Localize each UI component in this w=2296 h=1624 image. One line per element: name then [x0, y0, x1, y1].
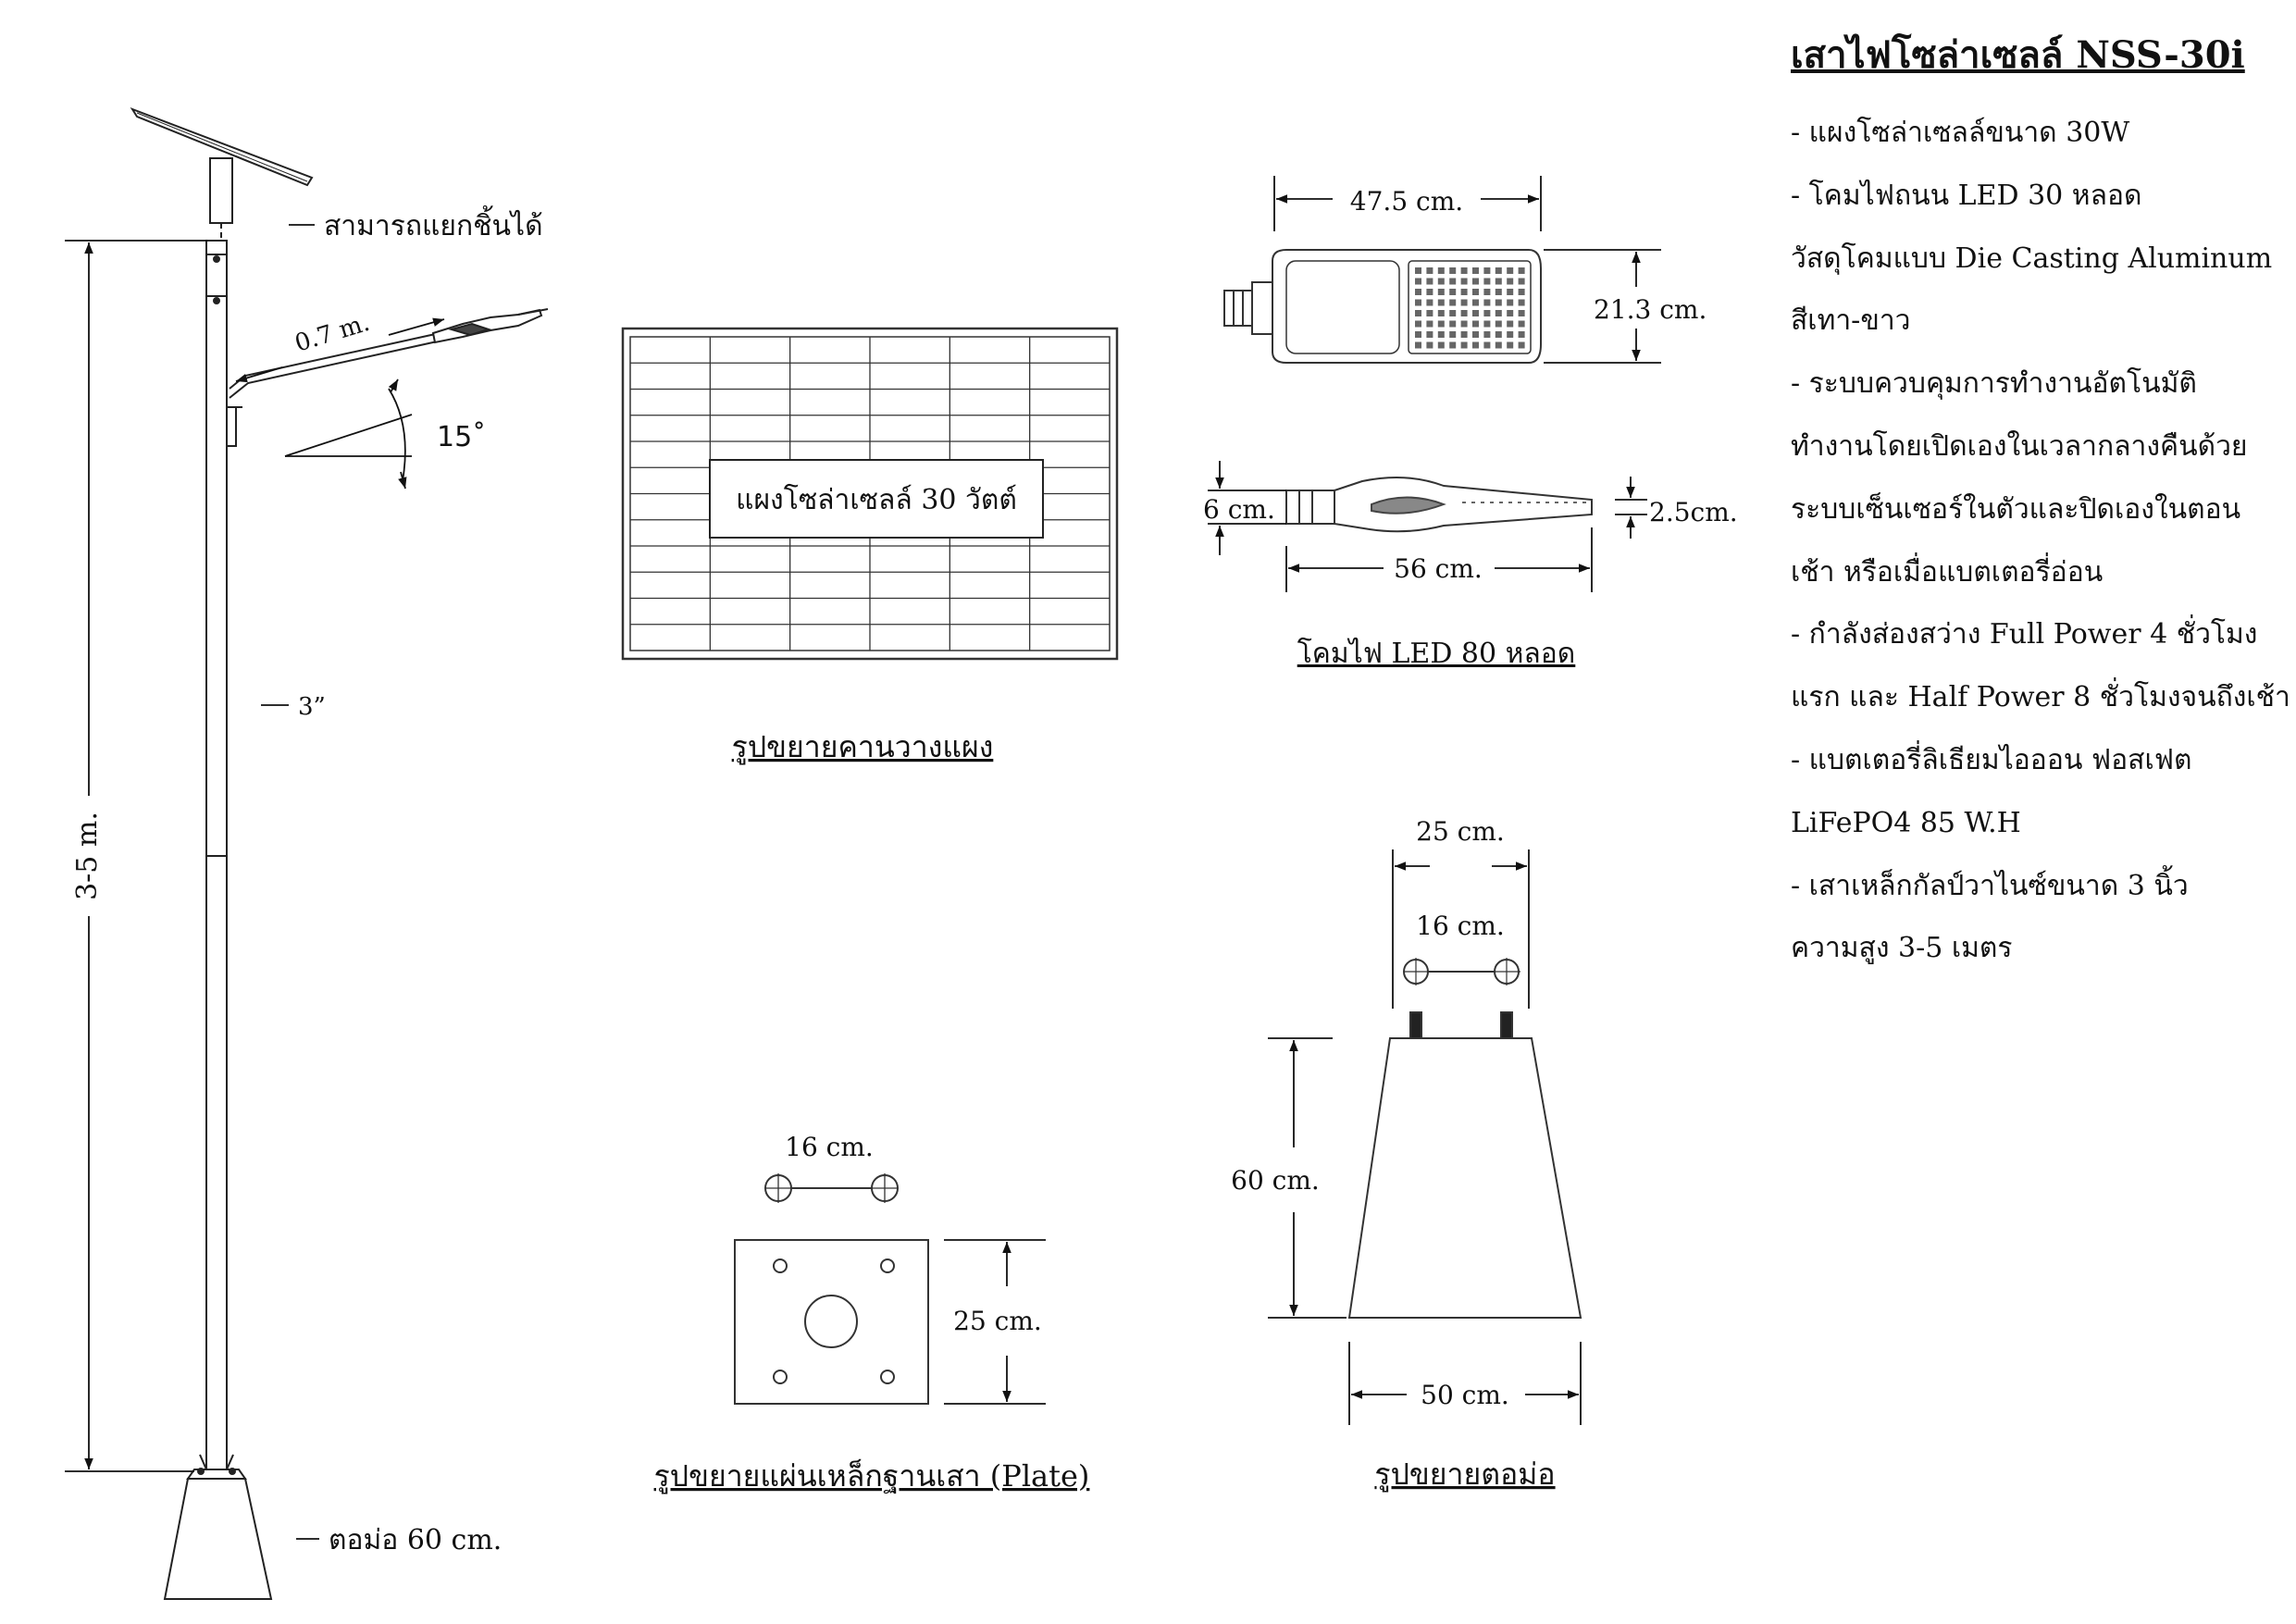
led-dot [1415, 331, 1421, 338]
spec-line: - โคมไฟถนน LED 30 หลอด [1791, 179, 2142, 212]
led-dot [1438, 300, 1445, 306]
led-dot [1507, 331, 1513, 338]
footing-bolt-spacing: 16 cm. [1416, 911, 1505, 941]
led-dot [1483, 342, 1490, 349]
led-dot [1415, 267, 1421, 274]
plate-bolt-spacing: 16 cm. [785, 1132, 874, 1162]
lamp-height-left: 6 cm. [1203, 494, 1275, 525]
led-dot [1426, 300, 1433, 306]
led-dot [1472, 267, 1479, 274]
base-plate-detail [735, 1173, 928, 1404]
led-dot [1426, 331, 1433, 338]
led-dot [1496, 331, 1502, 338]
detach-label: สามารถแยกชิ้นได้ [324, 210, 543, 242]
led-dot [1426, 289, 1433, 295]
led-dot [1415, 310, 1421, 316]
height-label: 3-5 m. [71, 812, 104, 900]
led-dot [1472, 300, 1479, 306]
led-dot [1461, 289, 1468, 295]
spec-line: LiFePO4 85 W.H [1791, 806, 2021, 839]
led-dot [1461, 342, 1468, 349]
led-dot [1519, 331, 1525, 338]
led-dot [1461, 300, 1468, 306]
led-dot [1519, 267, 1525, 274]
led-dot [1507, 321, 1513, 328]
arm-bracket [227, 407, 236, 446]
spec-line: ความสูง 3-5 เมตร [1791, 932, 2013, 965]
footing-body [1349, 1038, 1581, 1318]
led-dot [1507, 279, 1513, 285]
plate-square [735, 1240, 928, 1404]
led-dot [1415, 279, 1421, 285]
led-dot [1438, 310, 1445, 316]
led-dot [1415, 289, 1421, 295]
led-dot [1519, 289, 1525, 295]
led-dot [1415, 342, 1421, 349]
led-dot [1426, 267, 1433, 274]
led-dot [1449, 310, 1456, 316]
led-dot [1449, 342, 1456, 349]
footing-bottom-width: 50 cm. [1421, 1380, 1509, 1410]
spec-line: สีเทา-ขาว [1791, 304, 1911, 338]
led-dot [1496, 279, 1502, 285]
plate-size: 25 cm. [953, 1306, 1042, 1336]
pole-lamp-head [433, 310, 541, 342]
panel-mount [210, 158, 232, 223]
led-dot [1449, 279, 1456, 285]
led-dot [1438, 267, 1445, 274]
panel-caption: รูปขยายคานวางแผง [731, 729, 994, 764]
led-dot [1449, 321, 1456, 328]
led-dot [1483, 300, 1490, 306]
footing-caption: รูปขยายตอม่อ [1374, 1457, 1556, 1492]
lamp-length-side: 56 cm. [1394, 553, 1483, 584]
led-dot [1496, 289, 1502, 295]
led-dot [1461, 331, 1468, 338]
footing-top-width: 25 cm. [1416, 816, 1505, 847]
led-dot [1449, 289, 1456, 295]
pole-dimensions [65, 225, 444, 1539]
led-dot [1483, 321, 1490, 328]
led-dot [1472, 331, 1479, 338]
led-dot [1519, 321, 1525, 328]
footing-detail [1349, 958, 1581, 1318]
spec-line: เช้า หรือเมื่อแบตเตอรี่อ่อน [1791, 555, 2104, 589]
led-dot [1438, 321, 1445, 328]
led-dot [1461, 310, 1468, 316]
foundation-label: ตอม่อ 60 cm. [329, 1524, 503, 1556]
led-dot [1438, 279, 1445, 285]
plate-caption: รูปขยายแผ่นเหล็กฐานเสา (Plate) [653, 1458, 1090, 1494]
led-dot [1461, 279, 1468, 285]
led-dot [1461, 321, 1468, 328]
led-dot [1496, 300, 1502, 306]
pole-labels [71, 205, 543, 1556]
led-dot [1472, 321, 1479, 328]
led-dot [1472, 279, 1479, 285]
lamp-top-view [1224, 250, 1541, 363]
spec-line: - แผงโซล่าเซลล์ขนาด 30W [1791, 117, 2130, 149]
led-dot [1507, 267, 1513, 274]
lamp-side-view [1286, 477, 1592, 531]
led-dot [1507, 300, 1513, 306]
led-dot [1438, 331, 1445, 338]
led-dot [1496, 310, 1502, 316]
spec-line: - แบตเตอรี่ลิเธียมไอออน ฟอสเฟต [1791, 743, 2192, 776]
lamp-length-top: 47.5 cm. [1349, 186, 1464, 217]
led-dot [1426, 342, 1433, 349]
led-dot [1449, 331, 1456, 338]
led-dot [1472, 289, 1479, 295]
led-dot [1496, 342, 1502, 349]
led-dot [1449, 267, 1456, 274]
led-dot [1483, 279, 1490, 285]
spec-line: ระบบเซ็นเซอร์ในตัวและปิดเองในตอน [1791, 492, 2241, 526]
led-dot [1483, 289, 1490, 295]
led-dot [1507, 289, 1513, 295]
led-dot [1483, 331, 1490, 338]
led-dot [1438, 289, 1445, 295]
lamp-height-right: 2.5cm. [1649, 497, 1738, 527]
spec-line: - กำลังส่องสว่าง Full Power 4 ชั่วโมง [1791, 618, 2258, 651]
led-dot [1426, 310, 1433, 316]
led-dot [1519, 300, 1525, 306]
led-dot [1472, 310, 1479, 316]
diameter-label: 3” [298, 693, 326, 721]
spec-line: วัสดุโคมแบบ Die Casting Aluminum [1791, 242, 2273, 275]
led-dot [1507, 310, 1513, 316]
base-flange [188, 1469, 245, 1479]
led-dot [1472, 342, 1479, 349]
led-dot [1426, 279, 1433, 285]
led-dot [1415, 321, 1421, 328]
panel-label: แผงโซล่าเซลล์ 30 วัตต์ [736, 484, 1017, 516]
led-dot [1496, 267, 1502, 274]
led-dot [1483, 310, 1490, 316]
pole-foundation [165, 1479, 271, 1599]
led-dot [1426, 321, 1433, 328]
led-dot [1483, 267, 1490, 274]
lamp-width-top: 21.3 cm. [1594, 294, 1707, 325]
spec-title: เสาไฟโซล่าเซลล์ NSS-30i [1791, 33, 2245, 77]
led-dot [1415, 300, 1421, 306]
led-dot [1519, 279, 1525, 285]
spec-line: - ระบบควบคุมการทำงานอัตโนมัติ [1791, 367, 2197, 401]
spec-line: แรก และ Half Power 8 ชั่วโมงจนถึงเช้า [1791, 681, 2290, 714]
spec-line: - เสาเหล็กกัลป์วาไนซ์ขนาด 3 นิ้ว [1791, 869, 2189, 902]
led-dot [1519, 342, 1525, 349]
spec-line: ทำงานโดยเปิดเองในเวลากลางคืนด้วย [1791, 429, 2248, 463]
lamp-caption: โคมไฟ LED 80 หลอด [1297, 638, 1576, 670]
led-dot [1507, 342, 1513, 349]
led-dot [1449, 300, 1456, 306]
led-dot [1496, 321, 1502, 328]
arm-length-label: 0.7 m. [292, 308, 373, 358]
angle-label: 15˚ [437, 421, 487, 453]
led-dot [1461, 267, 1468, 274]
spec-panel [1791, 28, 2290, 980]
led-dot [1438, 342, 1445, 349]
footing-height: 60 cm. [1231, 1165, 1320, 1196]
led-dot [1519, 310, 1525, 316]
